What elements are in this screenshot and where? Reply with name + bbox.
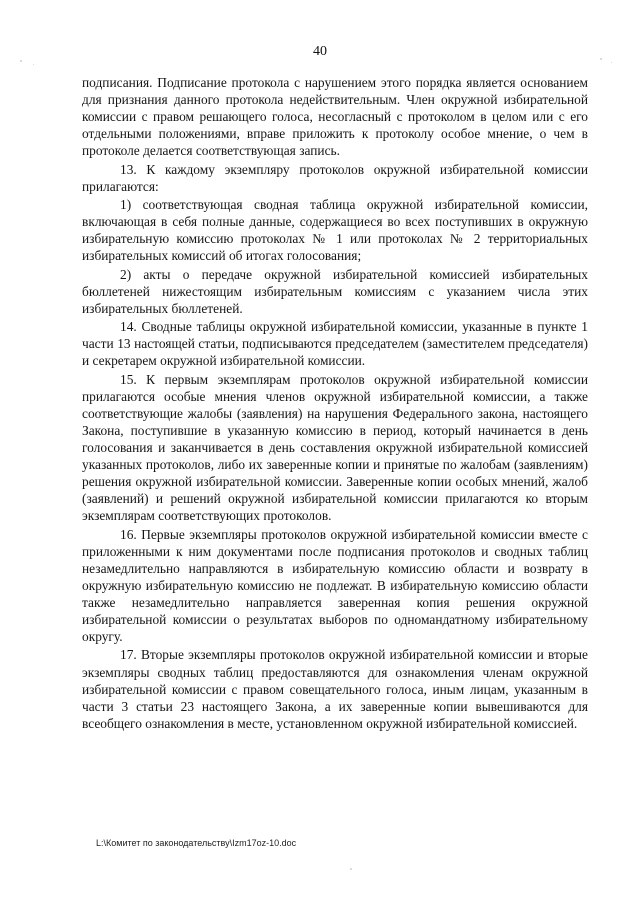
paragraph-13: 13. К каждому экземпляру протоколов окружной избирательной комиссии прилагаются: (82, 161, 588, 194)
paragraph-13-item-1: 1) соответствующая сводная таблица окружной избирательной комиссии, включающая в себя полные данные, содержащиеся во всех поступивших в окружную избирательную комиссию протоколах № 1 или протоколах № 2 территориальных избирательных комиссий об итогах голосования; (82, 197, 588, 264)
footer-file-path: L:\Комитет по законодательству\Izm17oz-10.doc (96, 838, 297, 848)
scan-speck (33, 64, 34, 65)
page-number: 40 (313, 44, 327, 59)
paragraph-14: 14. Сводные таблицы окружной избирательной комиссии, указанные в пункте 1 части 13 настоящей статьи, подписываются председателем (заместителем председателя) и секретарем окружной избирательной комиссии. (82, 319, 588, 369)
paragraph-13-item-2: 2) акты о передаче окружной избирательной комиссией избирательных бюллетеней нижестоящим избирательным комиссиям с указанием числа этих избирательных бюллетеней. (82, 266, 588, 316)
scan-speck (350, 868, 352, 870)
scan-speck (611, 62, 612, 63)
scan-speck (20, 60, 22, 62)
paragraph-16: 16. Первые экземпляры протоколов окружной избирательной комиссии вместе с приложенными к ним документами после подписания протоколов и сводных таблиц незамедлительно направляются в избирательную комиссию области и возврату в окружную избирательную комиссию не подлежат. В избирательную комиссию области также незамедлительно направляется заверенная копия решения окружной избирательной комиссии о результатах выборов по одномандатному избирательному округу. (82, 526, 588, 645)
scan-speck (600, 58, 602, 60)
paragraph-continuation: подписания. Подписание протокола с нарушением этого порядка является основанием для признания данного протокола недействительным. Член окружной избирательной комиссии с правом решающего голоса, несогласный с протоколом в целом или с его отдельными положениями, вправе приложить к протоколу особое мнение, о чем в протоколе делается соответствующая запись. (82, 75, 588, 159)
paragraph-17: 17. Вторые экземпляры протоколов окружной избирательной комиссии и вторые экземпляры сводных таблиц предоставляются для ознакомления членам окружной избирательной комиссии с правом совещательного голоса, иным лицам, указанным в части 3 статьи 23 настоящего Закона, а их заверенные копии вывешиваются для всеобщего ознакомления в месте, установленном окружной избирательной комиссией. (82, 647, 588, 731)
document-body (82, 74, 588, 733)
paragraph-15: 15. К первым экземплярам протоколов окружной избирательной комиссии прилагаются особые мнения членов окружной избирательной комиссии, а также соответствующие жалобы (заявления) на нарушения Федерального закона, настоящего Закона, поступившие в указанную комиссию в период, который начинается в день голосования и заканчивается в день составления окружной избирательной комиссией указанных протоколов, либо их заверенные копии и принятые по жалобам (заявлениям) решения окружной избирательной комиссии. Заверенные копии особых мнений, жалоб (заявлений) и решений окружной избирательной комиссии прилагаются ко вторым экземплярам соответствующих протоколов. (82, 371, 588, 524)
